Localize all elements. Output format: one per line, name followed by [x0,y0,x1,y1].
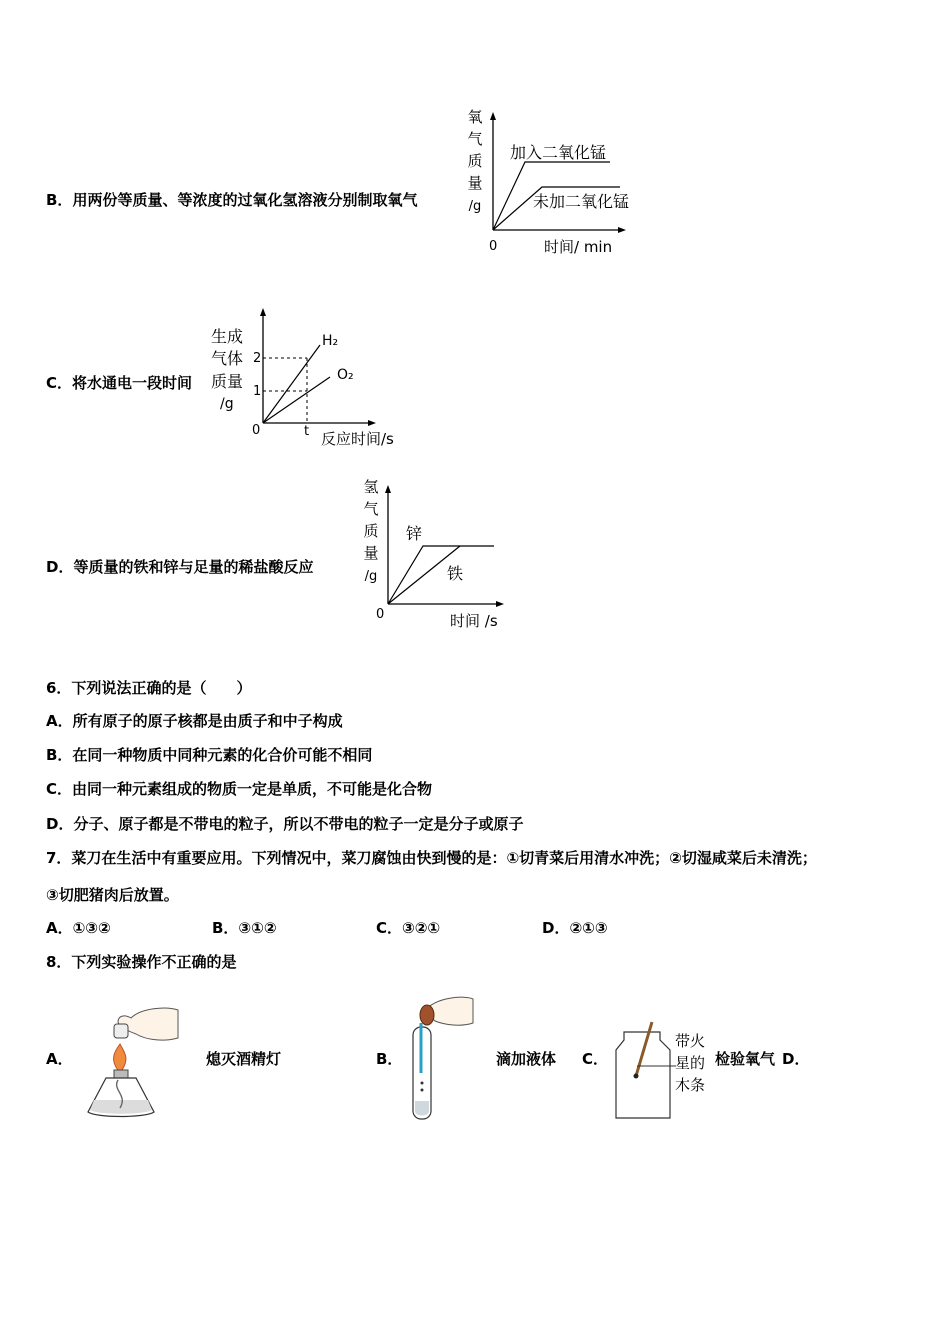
x-arrow [368,420,376,426]
x-arrow [618,227,626,233]
tick-y-1: 1 [253,384,262,399]
y-label-line: 质量 [211,372,244,391]
y-label-char: 气 [467,130,483,148]
y-label-char: /g [468,199,482,214]
y-label-char: 氧 [467,108,483,126]
series-label-iron: 铁 [447,564,464,583]
dropper-illustration [405,993,477,1125]
drop-mark [421,1082,424,1085]
graph-d-axes [376,480,511,610]
option-text: 用两份等质量、等浓度的过氧化氢溶液分别制取氧气 [72,191,418,209]
q5-option-c [46,373,192,393]
drop-mark [421,1089,424,1092]
x-arrow [496,601,504,607]
y-label-char: 质 [467,152,483,170]
option-label: D． [46,558,74,576]
series-label-mno2: 加入二氧化锰 [510,143,607,162]
flame-icon [114,1044,126,1070]
y-arrow [385,485,391,493]
q6-option-c: C．由同一种元素组成的物质一定是单质，不可能是化合物 [46,780,433,798]
tube-liquid [415,1101,429,1116]
q7-stem-line2: ③切肥猪肉后放置。 [46,886,179,904]
wick-holder [114,1070,128,1078]
tick-x-t: t [304,424,310,439]
origin-label: 0 [489,239,498,254]
series-o2-line [263,377,330,423]
q7-option-d: D．②①③ [542,919,608,937]
c-note-line: 木条 [675,1076,706,1094]
y-label-char: 量 [363,544,379,562]
dropper-bulb-icon [420,1005,434,1025]
c-note-line: 带火 [675,1032,706,1050]
series-label-no-mno2: 未加二氧化锰 [533,192,630,211]
q8-option-a-caption: 熄灭酒精灯 [206,1050,282,1068]
q6-stem: 6．下列说法正确的是（ ） [46,679,252,697]
option-text: 将水通电一段时间 [72,374,193,392]
q8-option-a-label: A． [46,1050,73,1068]
series-zinc-line [388,546,494,604]
x-axis-label: 时间/ min [544,238,613,256]
series-h2-line [263,345,320,423]
q8-option-c-caption: 检验氧气 [715,1050,776,1068]
q8-option-c-label: C． [582,1050,609,1068]
q5-option-d [46,557,313,577]
origin-label: 0 [376,607,385,622]
y-label-char: /g [364,569,378,584]
y-arrow [260,308,266,316]
y-arrow [490,112,496,120]
q7-option-c: C．③②① [376,919,441,937]
q6-option-d: D．分子、原子都是不带电的粒子，所以不带电的粒子一定是分子或原子 [46,815,524,833]
y-label-char: 氢 [363,478,379,496]
tick-y-2: 2 [253,351,262,366]
option-label: C． [46,374,73,392]
q8-stem: 8．下列实验操作不正确的是 [46,953,237,971]
q6-option-b: B．在同一种物质中同种元素的化合价可能不相同 [46,746,373,764]
option-text: 等质量的铁和锌与足量的稀盐酸反应 [73,558,314,576]
lamp-cap-icon [114,1024,128,1038]
q8-option-b-caption: 滴加液体 [496,1050,557,1068]
x-axis-label: 反应时间/s [321,430,394,448]
graph-c-axes [250,305,380,430]
y-label-line: 气体 [211,349,244,368]
q7-option-b: B．③①② [212,919,277,937]
x-axis-label: 时间 /s [450,612,498,630]
q8-option-b-label: B． [376,1050,403,1068]
q7-option-a: A．①③② [46,919,111,937]
gas-bottle-icon [616,1032,670,1118]
y-label-char: 质 [363,522,379,540]
y-label-line: /g [220,396,234,412]
q7-stem-line1: 7．菜刀在生活中有重要应用。下列情况中，菜刀腐蚀由快到慢的是：①切青菜后用清水冲洗；②切湿咸菜后未清洗； [46,849,817,867]
y-label-line: 生成 [211,327,244,346]
splint-ember-icon [634,1074,639,1079]
series-label-zinc: 锌 [406,524,423,543]
graph-b-axes [480,110,630,240]
c-note-line: 星的 [675,1054,706,1072]
q5-option-b [46,190,417,210]
gas-bottle-illustration [610,1018,680,1122]
q6-option-a: A．所有原子的原子核都是由质子和中子构成 [46,712,343,730]
series-label-h2: H₂ [322,333,339,349]
alcohol-lamp-illustration [76,1000,186,1125]
q8-option-d-label: D． [782,1050,810,1068]
y-label-char: 量 [467,174,483,192]
y-label-char: 气 [363,500,379,518]
series-label-o2: O₂ [337,367,354,383]
origin-label: 0 [252,423,261,438]
option-label: B． [46,191,73,209]
